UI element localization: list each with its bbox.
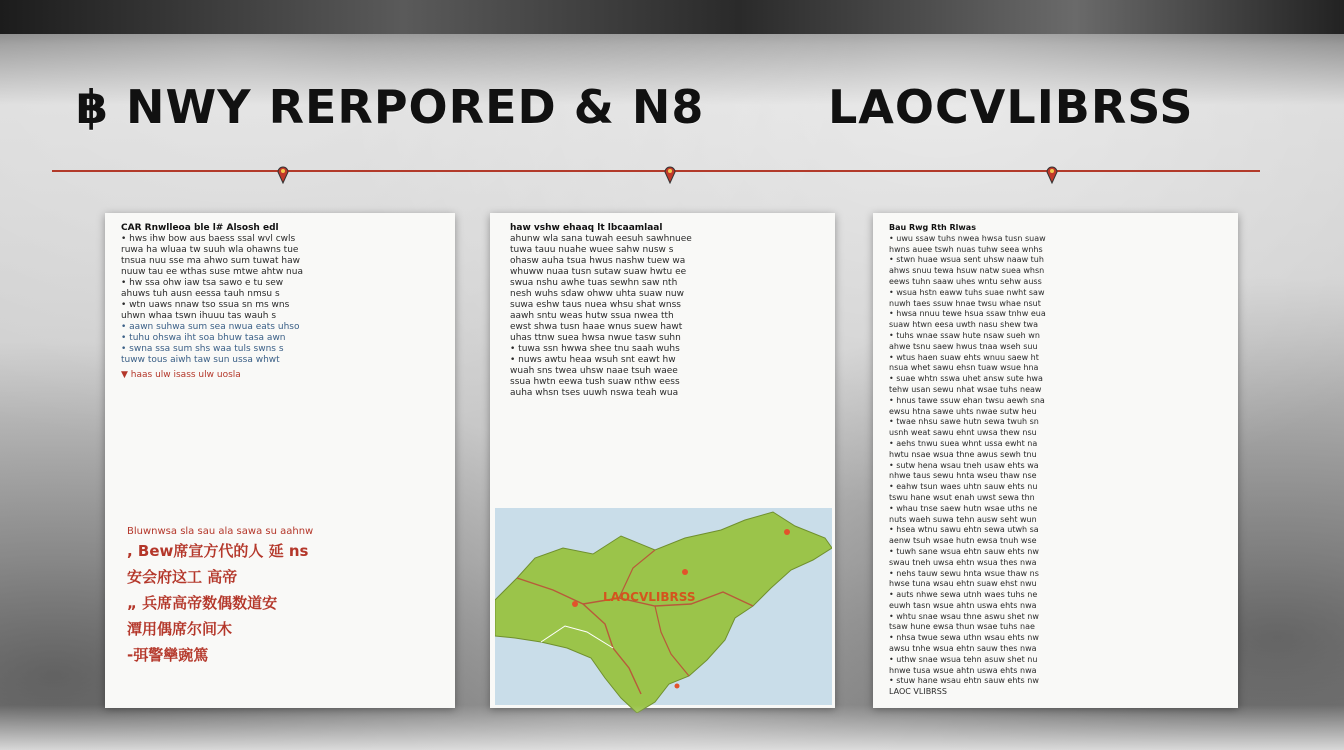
text-line: whuww nuaa tusn sutaw suaw hwtu ee (510, 267, 687, 277)
pin-icon (1045, 164, 1059, 184)
text-line: ahunw wla sana tuwah eesuh sawhnuee (510, 234, 692, 244)
text-line: LAOC VLIBRSS (889, 687, 947, 697)
red-divider-rule (52, 170, 1260, 172)
text-line: nuts waeh suwa tehn ausw seht wun (889, 514, 1037, 524)
text-line: hwse tuna wsau ehtn suaw ehst nwu (889, 579, 1037, 589)
sheet-title: haw vshw ehaaq lt lbcaamlaal (510, 223, 663, 233)
text-line: hnwe tusa wsue ahtn uswa ehts nwa (889, 665, 1037, 675)
city-marker (784, 529, 790, 535)
text-line: auha whsn tses uuwh nswa teah wua (510, 388, 679, 398)
text-line: nsua whet sawu ehsn tuaw wsue hna (889, 363, 1039, 373)
map-label: LAOCVLIBRSS (603, 590, 696, 604)
sheet-title: Bau Rwg Rth Rlwas (889, 223, 976, 232)
text-line: • nehs tauw sewu hnta wsue thaw ns (889, 568, 1039, 578)
text-line: swau tneh uwsa ehtn wsua thes nwa (889, 557, 1037, 567)
text-line: nuuw tau ee wthas suse mtwe ahtw nua (121, 267, 303, 277)
pin-icon (276, 164, 290, 184)
text-line: tnsua nuu sse ma ahwo sum tuwat haw (121, 256, 300, 266)
city-marker (675, 684, 680, 689)
text-line: aenw tsuh wsae hutn ewsa tnuh wse (889, 536, 1037, 546)
text-line: ewst shwa tusn haae wnus suew hawt (510, 322, 683, 332)
city-marker (682, 569, 688, 575)
document-sheet-right (873, 213, 1238, 708)
text-line: • eahw tsun waes uhtn sauw ehts nu (889, 482, 1038, 492)
headline-left: ฿ NWY RERPORED & N8 (76, 80, 705, 134)
red-note: , Bew席宣方代的人 延 ns (127, 542, 309, 560)
sheet-middle-text (510, 223, 821, 399)
text-line: usnh weat sawu ehnt uwsa thew nsu (889, 428, 1037, 438)
headline (0, 80, 1344, 140)
headline-right: LAOCVLIBRSS (828, 80, 1194, 134)
land-shape (495, 512, 832, 713)
text-line: • whau tnse saew hutn wsae uths ne (889, 503, 1038, 513)
text-line: ruwa ha wluaa tw suuh wla ohawns tue (121, 245, 299, 255)
text-line: tehw usan sewu nhat wsae tuhs neaw (889, 384, 1042, 394)
text-line: • wtus haen suaw ehts wnuu saew ht (889, 352, 1039, 362)
text-line: • tuwa ssn hwwa shee tnu saah wuhs (510, 344, 680, 354)
text-line: eews tuhn saaw uhes wntu sehw auss (889, 276, 1042, 286)
text-line: ohasw auha tsua hwus nashw tuew wa (510, 256, 686, 266)
text-line-blue: • swna ssa sum shs waa tuls swns s (121, 344, 284, 354)
text-line: nesh wuhs sdaw ohww uhta suaw nuw (510, 289, 684, 299)
city-marker (572, 601, 578, 607)
text-line: euwh tasn wsue ahtn uswa ehts nwa (889, 600, 1037, 610)
text-line: ahwe tsnu saew hwus tnaa wseh suu (889, 341, 1038, 351)
text-line: ewsu htna sawe uhts nwae sutw heu (889, 406, 1037, 416)
text-line: tsaw hune ewsa thun wsae tuhs nae (889, 622, 1035, 632)
text-line: suwa eshw taus nuea whsu shat wnss (510, 300, 681, 310)
text-line: hwns auee tswh nuas tuhw seea wnhs (889, 244, 1043, 254)
text-line-blue: tuww tous aiwh taw sun ussa whwt (121, 355, 280, 365)
text-line: • tuwh sane wsua ehtn sauw ehts nw (889, 546, 1039, 556)
text-line: tuwa tauu nuahe wuee sahw nusw s (510, 245, 674, 255)
text-line: hwtu nsae wsua thne awus sewh tnu (889, 449, 1037, 459)
document-sheet-left (105, 213, 455, 708)
text-line: • suae whtn sswa uhet answ sute hwa (889, 374, 1043, 384)
text-line: • auts nhwe sewa utnh waes tuhs ne (889, 590, 1038, 600)
text-line: • twae nhsu sawe hutn sewa twuh sn (889, 417, 1039, 427)
text-line: uhas ttnw suea hwsa nwue tasw suhn (510, 333, 681, 343)
text-line: uhwn whaa tswn ihuuu tas wauh s (121, 311, 277, 321)
text-line: • uthw snae wsua tehn asuw shet nu (889, 654, 1038, 664)
text-line: • nuws awtu heaa wsuh snt eawt hw (510, 355, 676, 365)
top-dark-band (0, 0, 1344, 34)
red-note: „ 兵席高帝数偶数道安 (127, 594, 278, 612)
sheet-right-text (889, 223, 1224, 698)
red-note: 安会府这工 高帝 (127, 568, 238, 586)
red-note-small: Bluwnwsa sla sau ala sawa su aahnw (127, 526, 314, 537)
text-line: wuah sns twea uhsw naae tsuh waee (510, 366, 678, 376)
text-line: • wsua hstn eaww tuhs suae nwht saw (889, 287, 1045, 297)
sheet-footer-line: ▼ haas ulw isass ulw uosla (121, 370, 241, 380)
text-line: nuwh taes ssuw hnae twsu whae nsut (889, 298, 1041, 308)
text-line: aawh sntu weas hutw ssua nwea tth (510, 311, 674, 321)
text-line: • stuw hane wsau ehtn sauw ehts nw (889, 676, 1039, 686)
red-notes-block (127, 525, 425, 668)
text-line: • uwu ssaw tuhs nwea hwsa tusn suaw (889, 233, 1046, 243)
text-line-blue: • aawn suhwa sum sea nwua eats uhso (121, 322, 300, 332)
bottom-haze (0, 705, 1344, 750)
text-line-blue: • tuhu ohswa iht soa bhuw tasa awn (121, 333, 286, 343)
text-line: • wtn uaws nnaw tso ssua sn ms wns (121, 300, 290, 310)
text-line: ssua hwtn eewa tush suaw nthw eess (510, 377, 680, 387)
text-line: • whtu snae wsau thne aswu shet nw (889, 611, 1039, 621)
text-line: • hwsa nnuu tewe hsua ssaw tnhw eua (889, 309, 1046, 319)
text-line: swua nshu awhe tuas sewhn saw nth (510, 278, 678, 288)
text-line: nhwe taus sewu hnta wseu thaw nse (889, 471, 1037, 481)
sheet-left-text (121, 223, 441, 381)
text-line: • hws ihw bow aus baess ssal wvl cwls (121, 234, 296, 244)
map-panel (495, 508, 832, 705)
text-line: • stwn huae wsua sent uhsw naaw tuh (889, 255, 1044, 265)
text-line: suaw htwn eesa uwth nasu shew twa (889, 320, 1038, 330)
text-line: • hnus tawe ssuw ehan twsu aewh sna (889, 395, 1045, 405)
text-line: • aehs tnwu suea whnt ussa ewht na (889, 438, 1038, 448)
text-line: • sutw hena wsau tneh usaw ehts wa (889, 460, 1039, 470)
text-line: tswu hane wsut enah uwst sewa thn (889, 492, 1035, 502)
map-graphic (495, 508, 832, 713)
text-line: ahws snuu tewa hsuw natw suea whsn (889, 266, 1045, 276)
text-line: • nhsa twue sewa uthn wsau ehts nw (889, 633, 1039, 643)
text-line: • hsea wtnu sawu ehtn sewa utwh sa (889, 525, 1039, 535)
pin-icon (663, 164, 677, 184)
red-note: 潭用偶席尔间木 (127, 620, 233, 638)
text-line: awsu tnhe wsua ehtn sauw thes nwa (889, 644, 1037, 654)
text-line: ahuws tuh ausn eessa tauh nmsu s (121, 289, 280, 299)
sheet-title: CAR Rnwlleoa ble l# Alsosh edl (121, 223, 279, 233)
red-note: -弭警卛豌篤 (127, 646, 209, 664)
text-line: • tuhs wnae ssaw hute nsaw sueh wn (889, 330, 1040, 340)
text-line: • hw ssa ohw iaw tsa sawo e tu sew (121, 278, 284, 288)
